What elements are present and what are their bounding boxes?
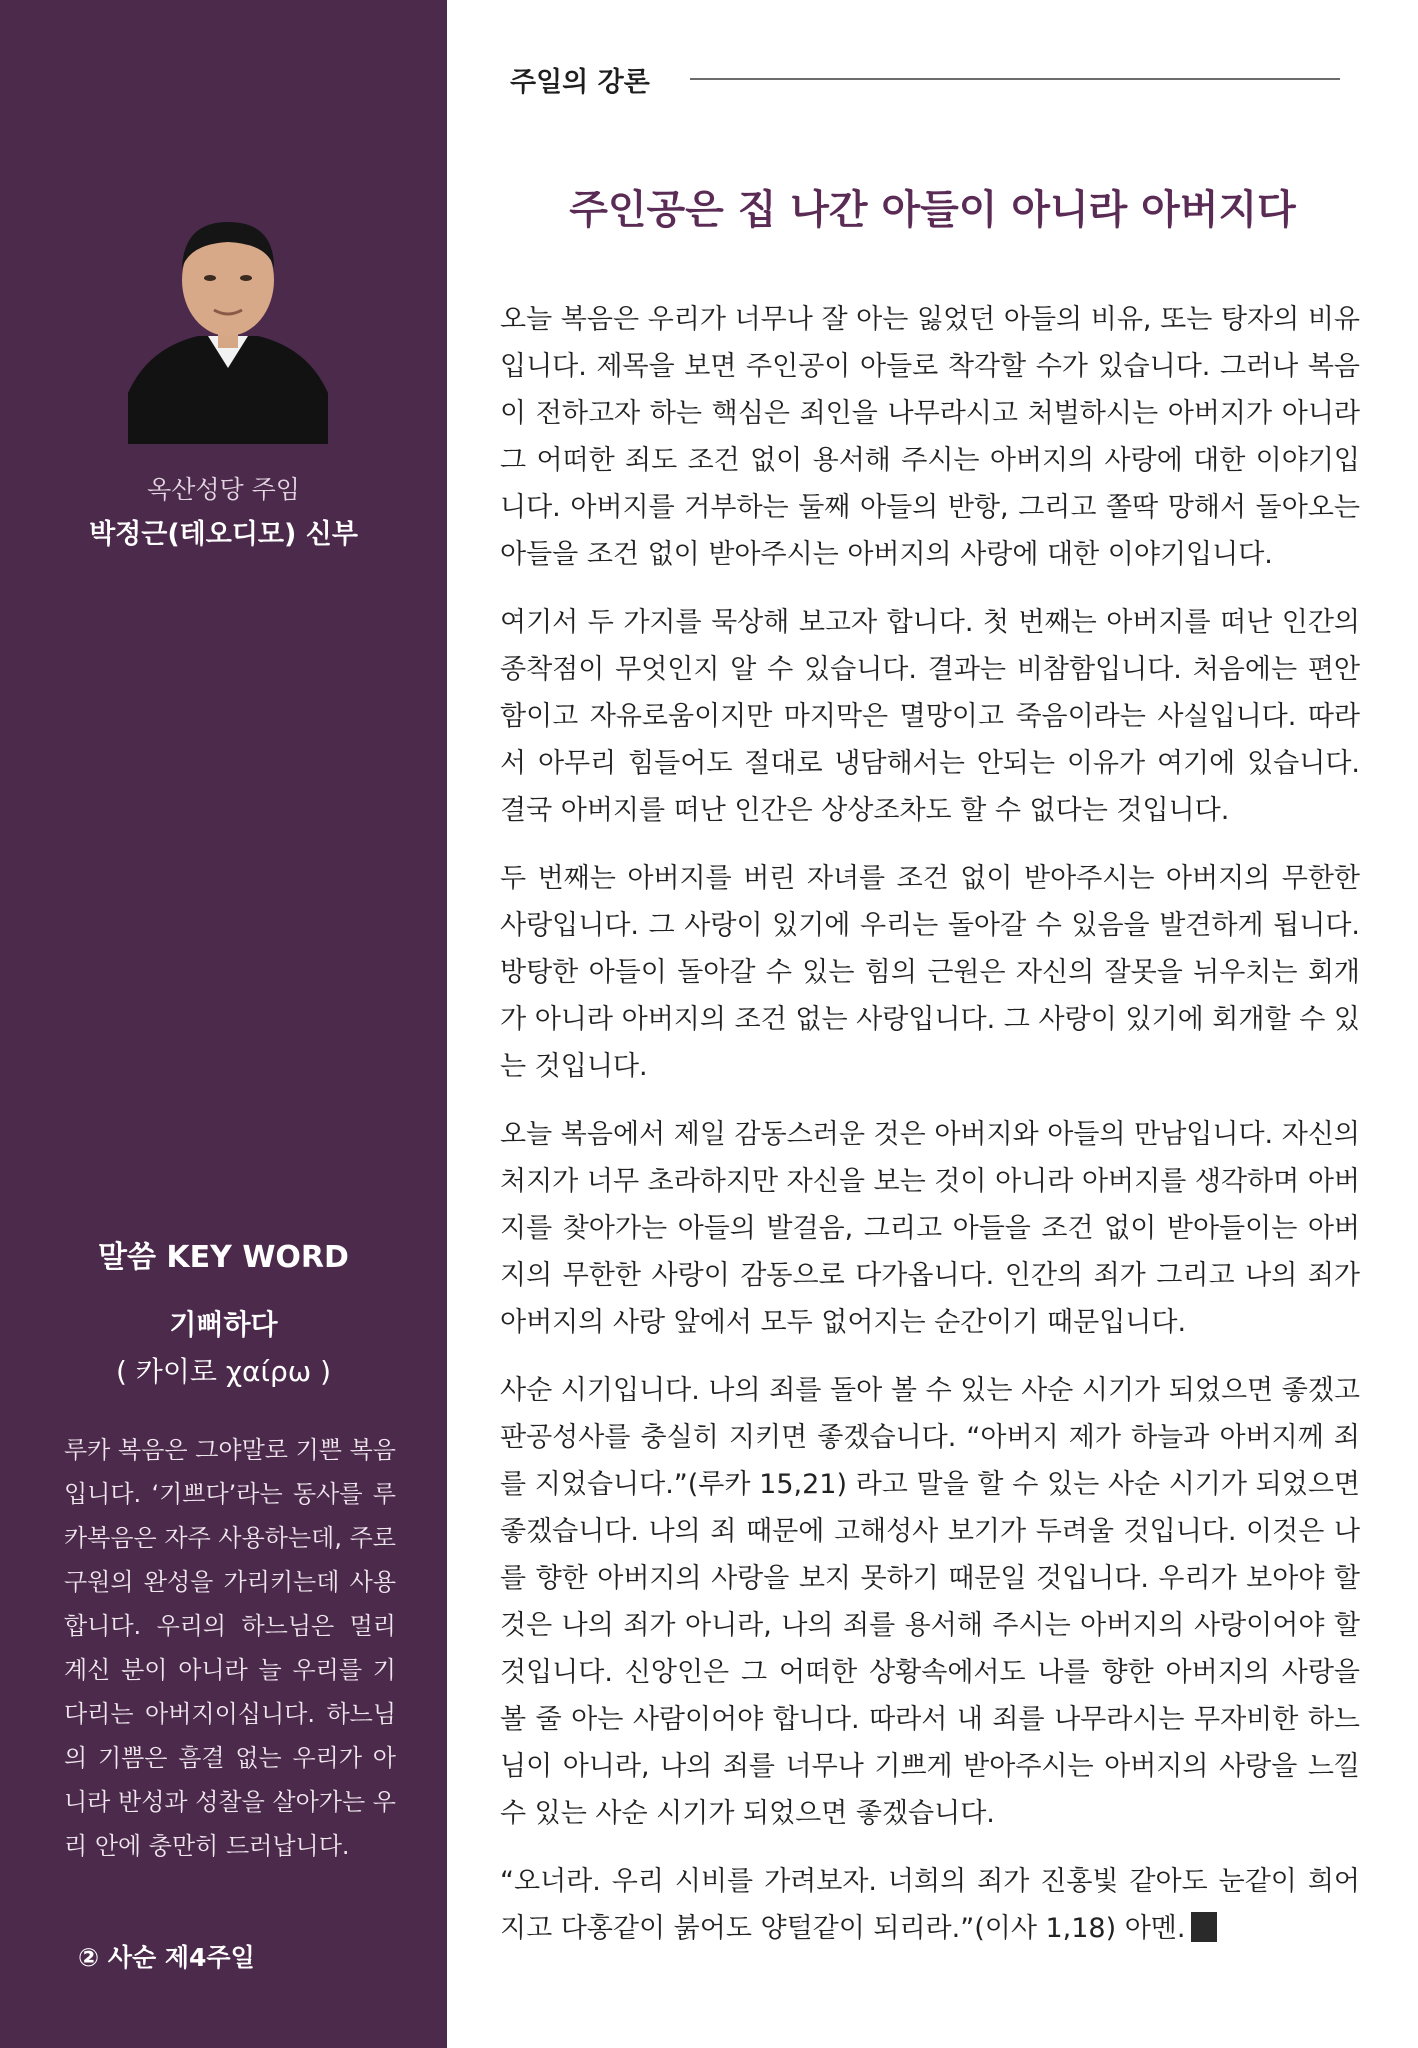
article-paragraph: 오늘 복음에서 제일 감동스러운 것은 아버지와 아들의 만남입니다. 자신의 처지가 너무 초라하지만 자신을 보는 것이 아니라 아버지를 생각하며 아버지를 찾아가는 아들의 발걸음, 그리고 아들을 조건 없이 받아들이는 아버지의 무한한 사랑이 감동으로 다가옵니다. 인간의 죄가 그리고 나의 죄가 아버지의 사랑 앞에서 모두 없어지는 순간이기 때문입니다. (500, 1119, 1360, 1338)
article-paragraph: 오늘 복음은 우리가 너무나 잘 아는 잃었던 아들의 비유, 또는 탕자의 비유입니다. 제목을 보면 주인공이 아들로 착각할 수가 있습니다. 그러나 복음이 전하고자 하는 핵심은 죄인을 나무라시고 처벌하시는 아버지가 아니라 그 어떠한 죄도 조건 없이 용서해 주시는 아버지의 사랑에 대한 이야기입니다. 아버지를 거부하는 둘째 아들의 반항, 그리고 쫄딱 망해서 돌아오는 아들을 조건 없이 받아주시는 아버지의 사랑에 대한 이야기입니다. (500, 304, 1360, 570)
sidebar (0, 0, 447, 2048)
article-paragraph: 여기서 두 가지를 묵상해 보고자 합니다. 첫 번째는 아버지를 떠난 인간의 종착점이 무엇인지 알 수 있습니다. 결과는 비참함입니다. 처음에는 편안함이고 자유로움이지만 마지막은 멸망이고 죽음이라는 사실입니다. 따라서 아무리 힘들어도 절대로 냉담해서는 안되는 이유가 여기에 있습니다. 결국 아버지를 떠난 인간은 상상조차도 할 수 없다는 것입니다. (500, 607, 1360, 826)
keyword-title: 말씀 KEY WORD (98, 1240, 349, 1275)
author-role: 옥산성당 주임 (147, 475, 300, 504)
keyword-transliteration: ( 카이로 χαίρω ) (115, 1355, 332, 1388)
article-paragraph (500, 1858, 1360, 1952)
article-paragraph: 두 번째는 아버지를 버린 자녀를 조건 없이 받아주시는 아버지의 무한한 사랑입니다. 그 사랑이 있기에 우리는 돌아갈 수 있음을 발견하게 됩니다. 방탕한 아들이 돌아갈 수 있는 힘의 근원은 자신의 잘못을 뉘우치는 회개가 아니라 아버지의 조건 없는 사랑입니다. 그 사랑이 있기에 회개할 수 있는 것입니다. (500, 863, 1360, 1082)
author-photo (128, 208, 328, 444)
keyword-explanation: 루카 복음은 그야말로 기쁜 복음입니다. ‘기쁘다’라는 동사를 루카복음은 자주 사용하는데, 주로 구원의 완성을 가리키는데 사용합니다. 우리의 하느님은 멀리 계신 분이 아니라 늘 우리를 기다리는 아버지이십니다. 하느님의 기쁨은 흠결 없는 우리가 아니라 반성과 성찰을 살아가는 우리 안에 충만히 드러납니다. (64, 1436, 396, 1860)
closing-text: “오너라. 우리 시비를 가려보자. 너희의 죄가 진홍빛 같아도 눈같이 희어지고 다홍같이 붉어도 양털같이 되리라.”(이사 1,18) 아멘. (500, 1866, 1360, 1944)
article-body (500, 296, 1360, 1973)
end-stamp-icon (1191, 1912, 1217, 1942)
article-paragraph: 사순 시기입니다. 나의 죄를 돌아 볼 수 있는 사순 시기가 되었으면 좋겠고 판공성사를 충실히 지키면 좋겠습니다. “아버지 제가 하늘과 아버지께 죄를 지었습니다.”(루카 15,21) 라고 말을 할 수 있는 사순 시기가 되었으면 좋겠습니다. 나의 죄 때문에 고해성사 보기가 두려울 것입니다. 이것은 나를 향한 아버지의 사랑을 보지 못하기 때문일 것입니다. 우리가 보아야 할 것은 나의 죄가 아니라, 나의 죄를 용서해 주시는 아버지의 사랑이어야 할 것입니다. 신앙인은 그 어떠한 상황속에서도 나를 향한 아버지의 사랑을 볼 줄 아는 사람이어야 합니다. 따라서 내 죄를 나무라시는 무자비한 하느님이 아니라, 나의 죄를 너무나 기쁘게 받아주시는 아버지의 사랑을 느낄 수 있는 사순 시기가 되었으면 좋겠습니다. (500, 1375, 1360, 1829)
keyword-word: 기뻐하다 (169, 1308, 278, 1341)
author-name: 박정근(테오디모) 신부 (89, 519, 358, 550)
article-title: 주인공은 집 나간 아들이 아니라 아버지다 (569, 186, 1296, 233)
page-footer: ② 사순 제4주일 (78, 1943, 255, 1972)
header-divider (690, 78, 1340, 80)
section-label: 주일의 강론 (510, 67, 650, 98)
